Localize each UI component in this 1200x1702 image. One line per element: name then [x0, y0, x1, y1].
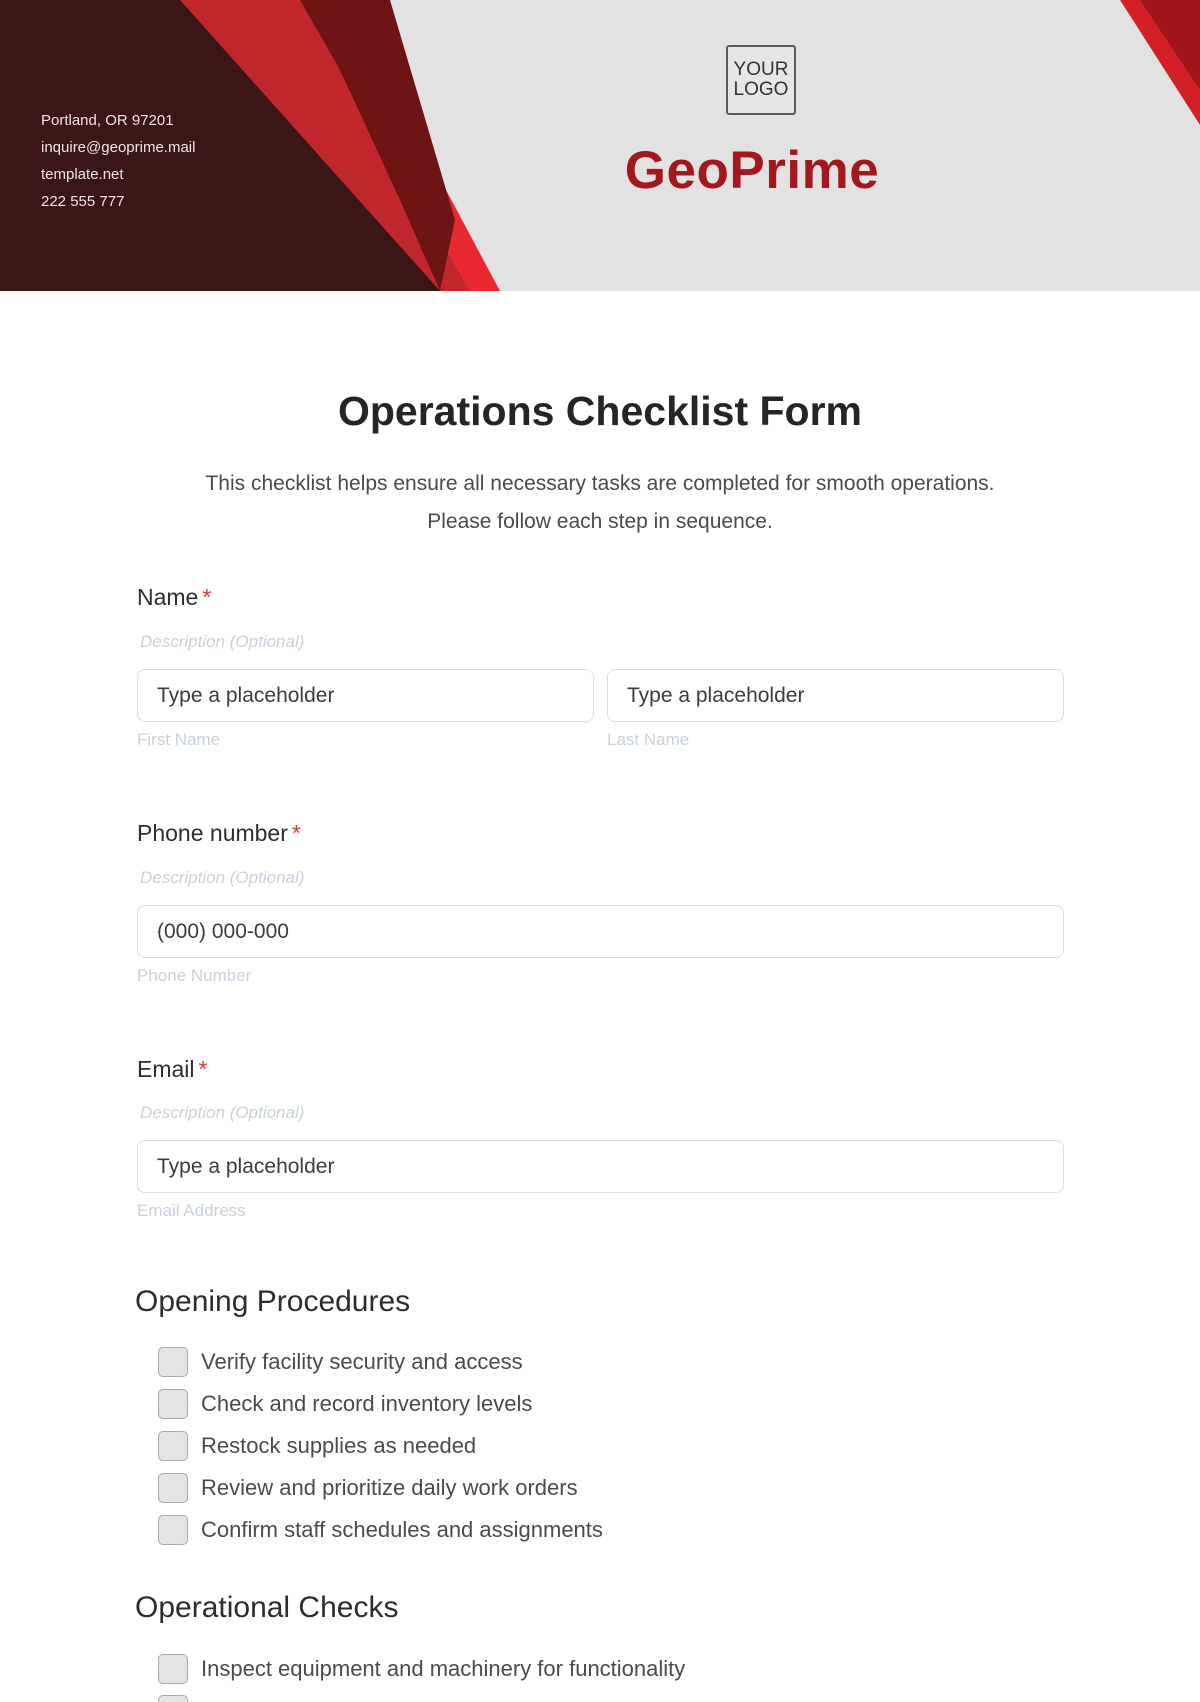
checkbox[interactable] — [158, 1473, 188, 1503]
checklist-item-label: Restock supplies as needed — [201, 1433, 477, 1458]
email-sublabel: Email Address — [137, 1201, 246, 1220]
checkbox[interactable] — [158, 1389, 188, 1419]
first-name-input[interactable] — [137, 669, 594, 722]
checkbox[interactable] — [158, 1515, 188, 1545]
email-input[interactable] — [137, 1140, 1064, 1193]
first-name-placeholder: Type a placeholder — [157, 683, 335, 707]
header-banner — [0, 0, 1200, 291]
contact-email: inquire@geoprime.mail — [41, 139, 196, 156]
checklist-item[interactable] — [158, 1654, 685, 1684]
contact-phone: 222 555 777 — [41, 193, 125, 210]
contact-info — [41, 107, 195, 215]
phone-sublabel: Phone Number — [137, 966, 252, 985]
checkbox[interactable] — [158, 1431, 188, 1461]
form-intro-line2: Please follow each step in sequence. — [427, 510, 773, 533]
checklist-item-label: Inspect equipment and machinery for functionality — [201, 1656, 686, 1681]
checklist-item-label: Review and prioritize daily work orders — [201, 1475, 578, 1500]
checklist-item-partial[interactable] — [158, 1695, 201, 1702]
contact-website: template.net — [41, 166, 124, 183]
phone-label-text: Phone number — [137, 820, 288, 846]
phone-label — [137, 820, 301, 847]
required-asterisk: * — [198, 1056, 208, 1082]
checklist-item-label: Confirm staff schedules and assignments — [201, 1517, 603, 1542]
checklist-item[interactable] — [158, 1473, 578, 1503]
last-name-input[interactable] — [607, 669, 1064, 722]
phone-placeholder: (000) 000-000 — [157, 919, 289, 943]
checkbox[interactable] — [158, 1695, 188, 1702]
email-description: Description (Optional) — [140, 1103, 305, 1122]
phone-description: Description (Optional) — [140, 868, 305, 887]
required-asterisk: * — [202, 584, 212, 610]
logo-placeholder — [726, 45, 796, 115]
checklist-item-label: Verify facility security and access — [201, 1349, 523, 1374]
name-description: Description (Optional) — [140, 632, 305, 651]
email-placeholder: Type a placeholder — [157, 1154, 335, 1178]
checkbox[interactable] — [158, 1654, 188, 1684]
logo-text-line2: LOGO — [733, 79, 789, 100]
name-label — [137, 584, 211, 611]
checklist-item-label: Check and record inventory levels — [201, 1391, 533, 1416]
first-name-sublabel: First Name — [137, 730, 221, 749]
form-intro-line1: This checklist helps ensure all necessary tasks are completed for smooth operations. — [205, 472, 995, 495]
logo-text-line1: YOUR — [733, 59, 789, 80]
checklist-item[interactable] — [158, 1431, 476, 1461]
phone-input[interactable] — [137, 905, 1064, 958]
contact-address: Portland, OR 97201 — [41, 112, 174, 129]
checkbox[interactable] — [158, 1347, 188, 1377]
page-title: Operations Checklist Form — [337, 388, 862, 434]
brand-name: GeoPrime — [624, 141, 880, 200]
section-title-operational-checks: Operational Checks — [135, 1591, 399, 1624]
last-name-sublabel: Last Name — [607, 730, 690, 749]
last-name-placeholder: Type a placeholder — [627, 683, 805, 707]
email-label — [137, 1056, 207, 1083]
required-asterisk: * — [291, 820, 301, 846]
form-intro — [0, 465, 1200, 541]
checklist-item[interactable] — [158, 1347, 523, 1377]
checklist-item[interactable] — [158, 1389, 532, 1419]
email-label-text: Email — [137, 1056, 195, 1082]
section-title-opening-procedures: Opening Procedures — [135, 1285, 411, 1318]
name-label-text: Name — [137, 584, 199, 610]
checklist-item[interactable] — [158, 1515, 603, 1545]
